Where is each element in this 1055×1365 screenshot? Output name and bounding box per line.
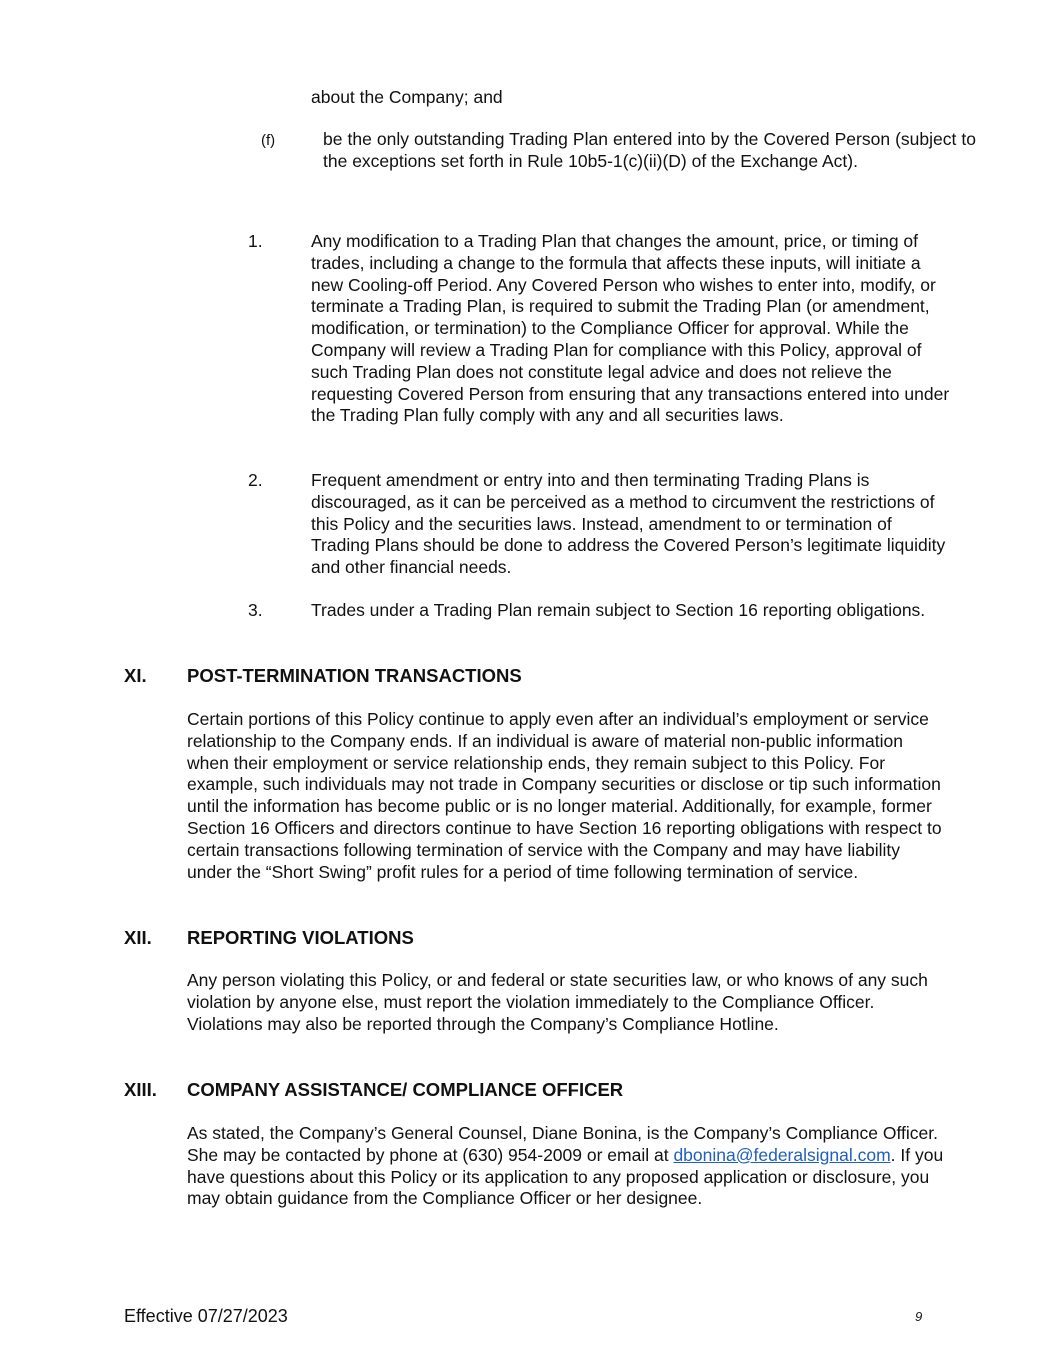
item-f-marker: (f) [261,132,276,149]
numbered-item-1-text: Any modification to a Trading Plan that changes the amount, price, or timing of trades, including a change to the formula that affects these inputs, will initiate a new Cooling-off Period. Any Covered Person who wishes to enter into, modify, or terminate a Trading Plan, is required to submit the Trading Plan (or amendment, modification, or termination) to the Compliance Officer for approval. While the Company will review a Trading Plan for compliance with this Policy, approval of such Trading Plan does not constitute legal advice and does not relieve the requesting Covered Person from ensuring that any transactions entered into under the Trading Plan fully comply with any and all securities laws. [311,231,950,426]
section-xiii-body-after: . If you have questions about this Policy or its application to any proposed application or disclosure, you may obtain guidance from the Compliance Officer or her designee. [187,1144,944,1209]
section-xiii-number: XIII. [124,1079,157,1100]
numbered-item-2-text: Frequent amendment or entry into and then terminating Trading Plans is discouraged, as it can be perceived as a method to circumvent the restrictions of this Policy and the securities laws. Instead, amendment to or termination of Trading Plans should be done to address the Covered Person’s legitimate liquidity and other financial needs. [311,470,946,578]
compliance-officer-email-link[interactable]: dbonina@federalsignal.com [673,1144,891,1165]
section-xi-title: POST-TERMINATION TRANSACTIONS [187,665,522,686]
numbered-item-3-text: Trades under a Trading Plan remain subject to Section 16 reporting obligations. [311,600,926,620]
section-xiii-body-before: As stated, the Company’s General Counsel, Diane Bonina, is the Company’s Compliance Officer. She may be contacted by phone at (630) 954-2009 or email at [187,1123,938,1165]
section-xiii-title: COMPANY ASSISTANCE/ COMPLIANCE OFFICER [187,1079,624,1100]
item-f-text: be the only outstanding Trading Plan entered into by the Covered Person (subject to the exceptions set forth in Rule 10b5-1(c)(ii)(D) of the Exchange Act). [323,129,976,171]
section-xi-body: Certain portions of this Policy continue to apply even after an individual’s employment or service relationship to the Company ends. If an individual is aware of material non-public information when their employment or service relationship ends, they remain subject to this Policy. For example, such individuals may not trade in Company securities or disclose or tip such information until the information has become public or is no longer material. Additionally, for example, former Section 16 Officers and directors continue to have Section 16 reporting obligations with respect to certain transactions following termination of service with the Company and may have liability under the “Short Swing” profit rules for a period of time following termination of service. [187,709,942,882]
section-xii-number: XII. [124,927,152,948]
section-xiii-body [187,1123,947,1210]
section-xi-number: XI. [124,665,147,686]
page-number: 9 [915,1309,923,1324]
numbered-item-2-number: 2. [248,470,263,490]
numbered-item-3-number: 3. [248,600,263,620]
section-xii-title: REPORTING VIOLATIONS [187,927,414,948]
section-xii-body: Any person violating this Policy, or and federal or state securities law, or who knows of any such violation by anyone else, must report the violation immediately to the Compliance Officer. Violations may also be reported through the Company’s Compliance Hotline. [187,970,928,1034]
numbered-item-1-number: 1. [248,231,263,251]
intro-continuation: about the Company; and [311,87,503,107]
footer-effective-date: Effective 07/27/2023 [124,1306,288,1326]
